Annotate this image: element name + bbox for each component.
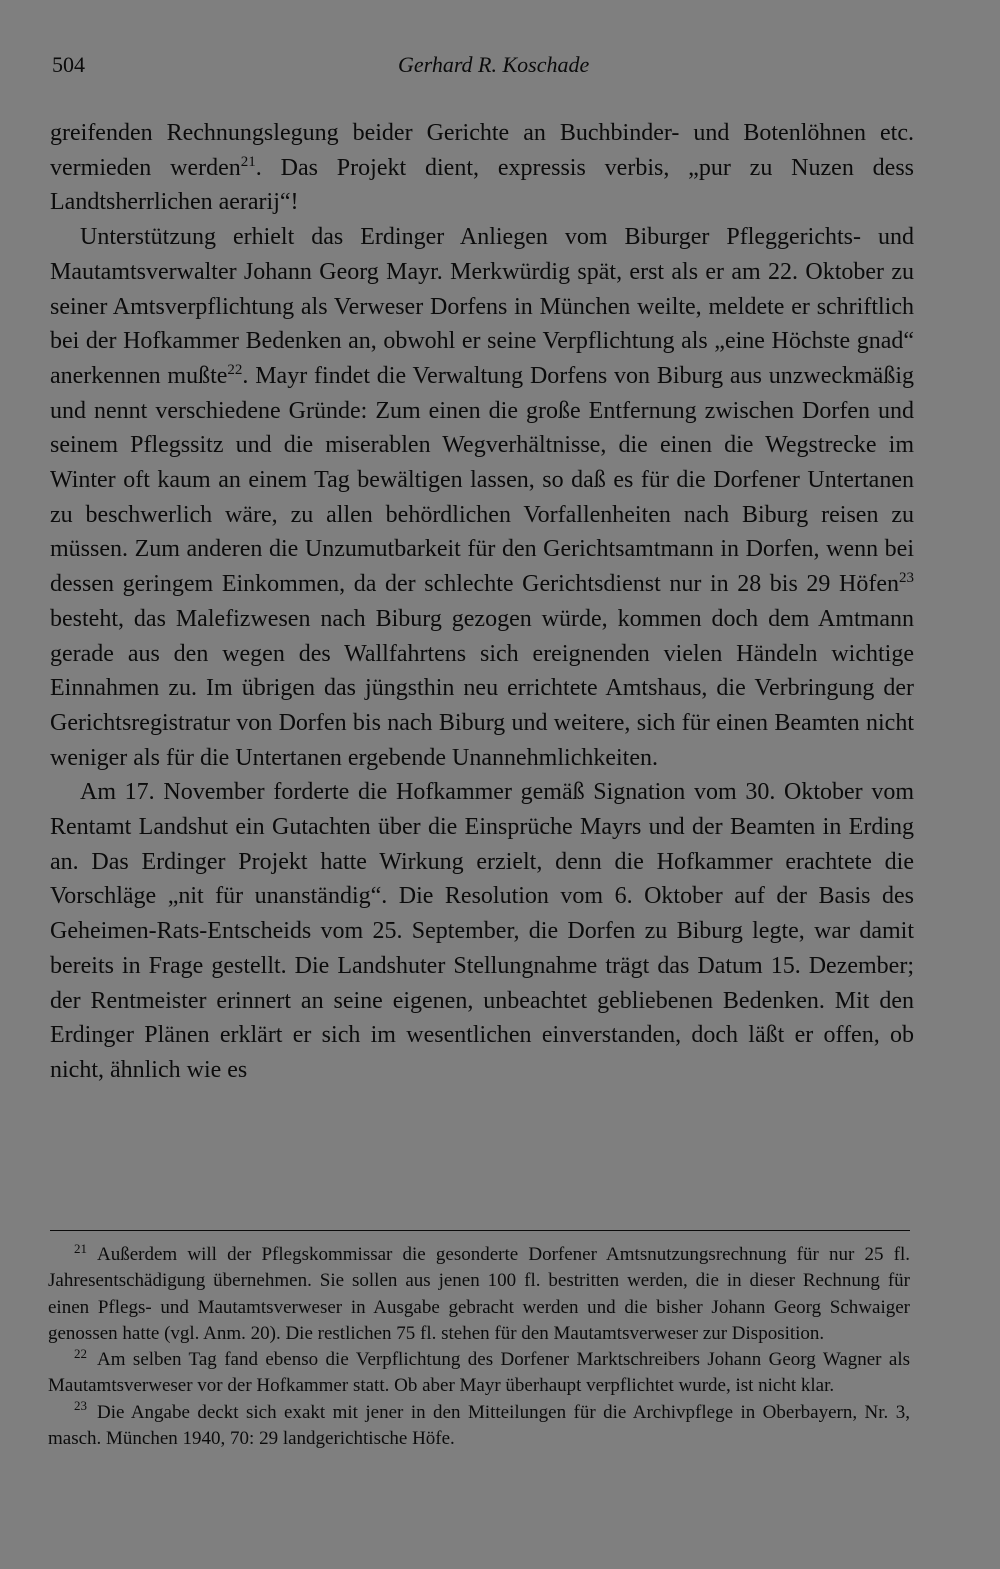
- footnote-text: Außerdem will der Pflegskommissar die gesonderte Dorfener Amtsnutzungsrechnung für nur 25 fl. Jahresentschädigung übernehmen. Sie sollen aus jenen 100 fl. bestritten werden, die in dieser Rechnung für einen Pflegs- und Mautamtsverweser in Ausgabe gebracht werden und die bisher Johann Georg Schwaiger genossen hatte (vgl. Anm. 20). Die restlichen 75 fl. stehen für den Mautamtsverweser zur Disposition.: [48, 1244, 910, 1344]
- paragraph-1-text-b: . Das Projekt dient, expressis verbis, „pur zu Nuzen dess Landtsherrlichen aerarij“!: [50, 154, 915, 216]
- footnote-text: Die Angabe deckt sich exakt mit jener in den Mitteilungen für die Archivpflege in Oberbayern, Nr. 3, masch. München 1940, 70: 29 landgerichtische Höfe.: [48, 1401, 910, 1450]
- footnote-number: 22: [74, 1345, 87, 1361]
- main-text: [50, 116, 914, 1088]
- running-head-author: Gerhard R. Koschade: [398, 52, 590, 77]
- footnote-number: 21: [74, 1240, 87, 1256]
- paragraph-1-text-a: greifenden Rechnungslegung beider Gerichte an Buchbinder- und Botenlöhnen etc. vermieden werden: [50, 120, 914, 181]
- footnote-text: Am selben Tag fand ebenso die Verpflichtung des Dorfener Marktschreibers Johann Georg Wagner als Mautamtsverweser vor der Hofkammer statt. Ob aber Mayr überhaupt verpflichtet wurde, ist nicht klar.: [48, 1349, 910, 1397]
- paragraph-2-text-c: besteht, das Malefizwesen nach Biburg gezogen würde, kommen doch dem Amtmann gerade aus den wegen des Wallfahrtens sich ereignenden vielen Händeln wichtige Einnahmen zu. Im übrigen das jüngsthin neu errichtete Amtshaus, die Verbringung der Gerichtsregistratur von Dorfen bis nach Biburg und weitere, sich für einen Beamten nicht weniger als für die Untertanen ergebende Unannehmlichkeiten.: [50, 605, 914, 771]
- footnote-reference-23[interactable]: 23: [899, 570, 914, 587]
- footnote-separator-rule: [50, 1230, 910, 1231]
- running-header: [52, 52, 912, 82]
- paragraph-3: Am 17. November forderte die Hofkammer gemäß Signation vom 30. Oktober vom Rentamt Landshut ein Gutachten über die Einsprüche Mayrs und der Beamten in Erding an. Das Erdinger Projekt hatte Wirkung erzielt, denn die Hofkammer erachtete die Vorschläge „nit für unanständig“. Die Resolution vom 6. Oktober auf der Basis des Geheimen-Rats-Entscheids vom 25. September, die Dorfen zu Biburg legte, war damit bereits in Frage gestellt. Die Landshuter Stellungnahme trägt das Datum 15. Dezember; der Rentmeister erinnert an seine eigenen, unbeachtet gebliebenen Bedenken. Mit den Erdinger Plänen erklärt er sich im wesentlichen einverstanden, doch läßt er offen, ob nicht, ähnlich wie es: [50, 779, 914, 1083]
- paragraph-1: [50, 116, 914, 220]
- footnote-21: [48, 1242, 910, 1347]
- footnotes: [48, 1242, 910, 1452]
- footnote-23: [48, 1400, 910, 1453]
- footnote-reference-21[interactable]: 21: [240, 153, 256, 170]
- paragraph-2-text-a: Unterstützung erhielt das Erdinger Anliegen vom Biburger Pfleggerichts- und Mautamtsverwalter Johann Georg Mayr. Merkwürdig spät, erst als er am 22. Oktober zu seiner Amtsverpflichtung als Verweser Dorfens in München weilte, meldete er schriftlich bei der Hofkammer Bedenken an, obwohl er seine Verpflichtung als „eine Höchste gnad“ anerkennen mußte: [50, 224, 914, 389]
- paragraph-2: [50, 220, 914, 775]
- page-number: 504: [52, 52, 85, 77]
- footnote-number: 23: [74, 1398, 87, 1414]
- footnote-22: [48, 1347, 910, 1400]
- paragraph-2-text-b: . Mayr findet die Verwaltung Dorfens von Biburg aus unzweckmäßig und nennt verschiedene Gründe: Zum einen die große Entfernung zwischen Dorfen und seinem Pflegssitz und die miserablen Wegverhältnisse, die einen die Wegstrecke im Winter oft kaum an einem Tag bewältigen lassen, so daß es für die Dorfener Untertanen zu beschwerlich wäre, zu allen behördlichen Vorfallenheiten nach Biburg reisen zu müssen. Zum anderen die Unzumutbarkeit für den Gerichtsamtmann in Dorfen, wenn bei dessen geringem Einkommen, da der schlechte Gerichtsdienst nur in 28 bis 29 Höfen: [50, 362, 914, 598]
- footnote-reference-22[interactable]: 22: [227, 361, 243, 378]
